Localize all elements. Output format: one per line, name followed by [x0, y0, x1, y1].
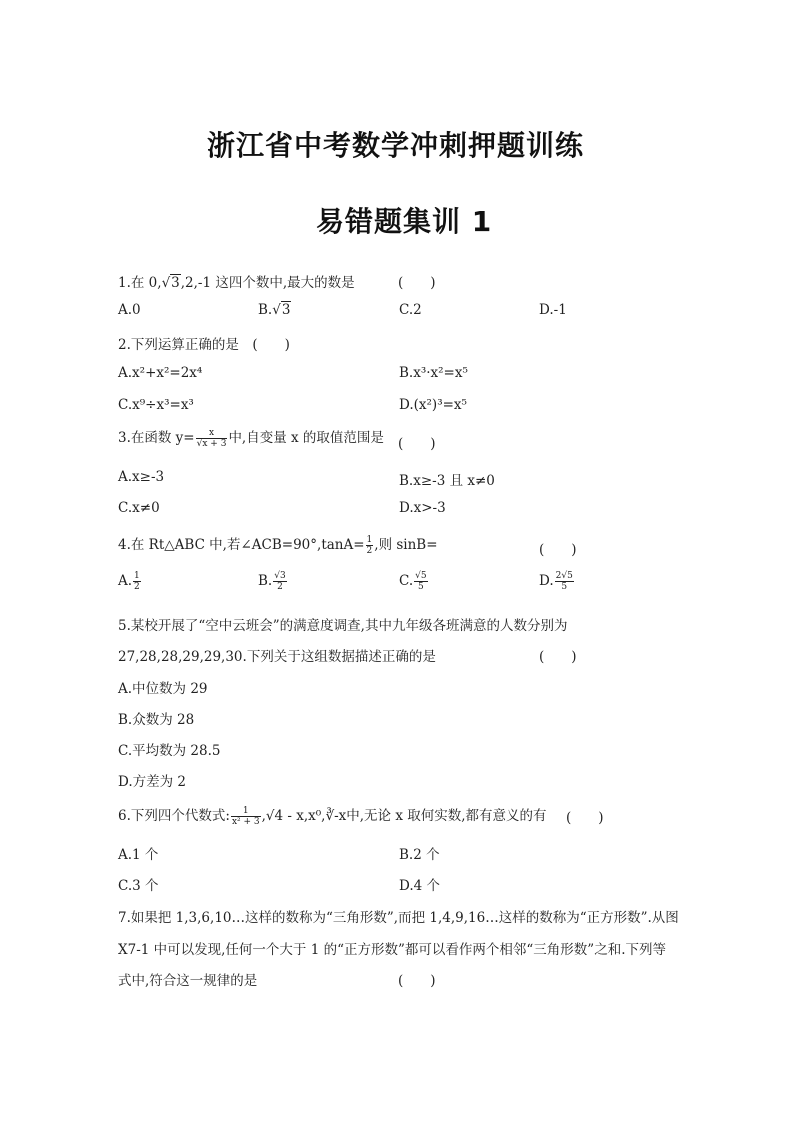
question-5-line-2: 27,28,28,29,29,30.下列关于这组数据描述正确的是	[118, 649, 436, 665]
sqrt-symbol-icon: √	[161, 275, 171, 291]
question-4-suffix: ,则 sinB=	[374, 537, 438, 553]
q4-option-d-label: D.	[539, 573, 554, 589]
q4-option-d	[539, 571, 575, 592]
q3-option-a: A.x≥-3	[118, 469, 165, 485]
fraction-numerator: 1	[366, 535, 373, 545]
answer-paren: ( )	[398, 275, 436, 291]
question-6-suffix: 中,无论 x 取何实数,都有意义的有	[346, 808, 547, 824]
q3-option-d: D.x>-3	[399, 500, 446, 516]
answer-paren: ( )	[539, 649, 577, 665]
q1-option-b-label: B.	[258, 302, 273, 318]
question-2: 2.下列运算正确的是 ( )	[118, 337, 290, 353]
q1-option-a: A.0	[118, 302, 141, 318]
q4-option-c	[399, 571, 429, 592]
question-4-prefix: 4.在 Rt△ABC 中,若∠ACB=90°,tanA=	[118, 537, 365, 553]
fraction-numerator: 1	[134, 571, 140, 581]
q5-option-b: B.众数为 28	[118, 712, 195, 728]
answer-paren: ( )	[398, 436, 436, 452]
q1-option-b	[258, 302, 291, 318]
page-title: 浙江省中考数学冲刺押题训练	[207, 129, 585, 162]
question-1	[118, 271, 355, 291]
fraction-denominator: 5	[418, 582, 424, 592]
fraction-numerator: 1	[231, 806, 261, 817]
q4-option-b-fraction	[273, 571, 286, 592]
q5-option-c: C.平均数为 28.5	[118, 743, 221, 759]
answer-paren: ( )	[539, 542, 577, 558]
sqrt-symbol-icon: √	[272, 302, 281, 318]
fraction-denominator: 2	[366, 546, 373, 556]
question-1-sqrt-arg: 3	[171, 275, 180, 291]
question-3-fraction	[196, 428, 228, 449]
fraction-denominator: 2	[277, 582, 283, 592]
q2-option-b: B.x³·x²=x⁵	[399, 365, 468, 381]
fraction-denominator: 5	[561, 582, 568, 592]
q4-option-a-fraction	[133, 571, 141, 592]
q5-option-a: A.中位数为 29	[118, 681, 208, 697]
fraction-denominator: 2	[134, 582, 140, 592]
fraction-denominator: x² + 3	[231, 817, 260, 827]
q4-option-a-label: A.	[118, 573, 133, 589]
question-7-line-1: 7.如果把 1,3,6,10…这样的数称为“三角形数”,而把 1,4,9,16…这样的数称为“正方形数”.从图	[118, 910, 679, 926]
q2-option-c: C.x⁹÷x³=x³	[118, 397, 194, 413]
question-5-line-1: 5.某校开展了“空中云班会”的满意度调查,其中九年级各班满意的人数分别为	[118, 618, 568, 634]
q6-option-c: C.3 个	[118, 878, 159, 894]
q6-option-d: D.4 个	[399, 878, 441, 894]
q1-option-c: C.2	[399, 302, 422, 318]
question-3-prefix: 3.在函数 y=	[118, 430, 195, 446]
question-7-line-2: X7-1 中可以发现,任何一个大于 1 的“正方形数”都可以看作两个相邻“三角形数”之和.下列等	[118, 942, 667, 958]
q2-option-d: D.(x²)³=x⁵	[399, 397, 467, 413]
q5-option-d: D.方差为 2	[118, 774, 187, 790]
question-3	[118, 426, 384, 449]
q1-option-b-arg: 3	[281, 302, 291, 318]
q4-option-b-label: B.	[258, 573, 273, 589]
q3-option-b: B.x≥-3 且 x≠0	[399, 473, 495, 489]
fraction-numerator: √3	[274, 571, 286, 581]
q4-option-a	[118, 571, 142, 592]
q4-option-c-fraction	[414, 571, 427, 592]
question-4	[118, 533, 438, 556]
answer-paren: ( )	[566, 810, 604, 826]
question-4-fraction	[366, 535, 374, 556]
question-7-line-3: 式中,符合这一规律的是	[118, 973, 258, 989]
fraction-denominator: √x + 3	[196, 439, 227, 449]
page-subtitle: 易错题集训 1	[316, 205, 493, 238]
question-6-middle: ,√4 - x,x⁰,∛-x	[261, 808, 347, 824]
question-3-suffix: 中,自变量 x 的取值范围是	[228, 430, 384, 446]
question-1-suffix: ,2,-1 这四个数中,最大的数是	[180, 275, 355, 291]
fraction-numerator: x	[196, 428, 228, 439]
question-6-prefix: 6.下列四个代数式:	[118, 808, 230, 824]
q4-option-d-fraction	[555, 571, 574, 592]
q6-option-a: A.1 个	[118, 847, 159, 863]
fraction-numerator: √5	[415, 571, 427, 581]
q4-option-c-label: C.	[399, 573, 414, 589]
answer-paren: ( )	[398, 973, 436, 989]
fraction-numerator: 2√5	[555, 571, 573, 581]
q1-option-d: D.-1	[539, 302, 567, 318]
q4-option-b	[258, 571, 288, 592]
q6-option-b: B.2 个	[399, 847, 440, 863]
question-1-prefix: 1.在 0,	[118, 275, 162, 291]
q2-option-a: A.x²+x²=2x⁴	[118, 365, 203, 381]
question-6-fraction	[231, 806, 261, 827]
q3-option-c: C.x≠0	[118, 500, 160, 516]
question-6	[118, 804, 547, 827]
